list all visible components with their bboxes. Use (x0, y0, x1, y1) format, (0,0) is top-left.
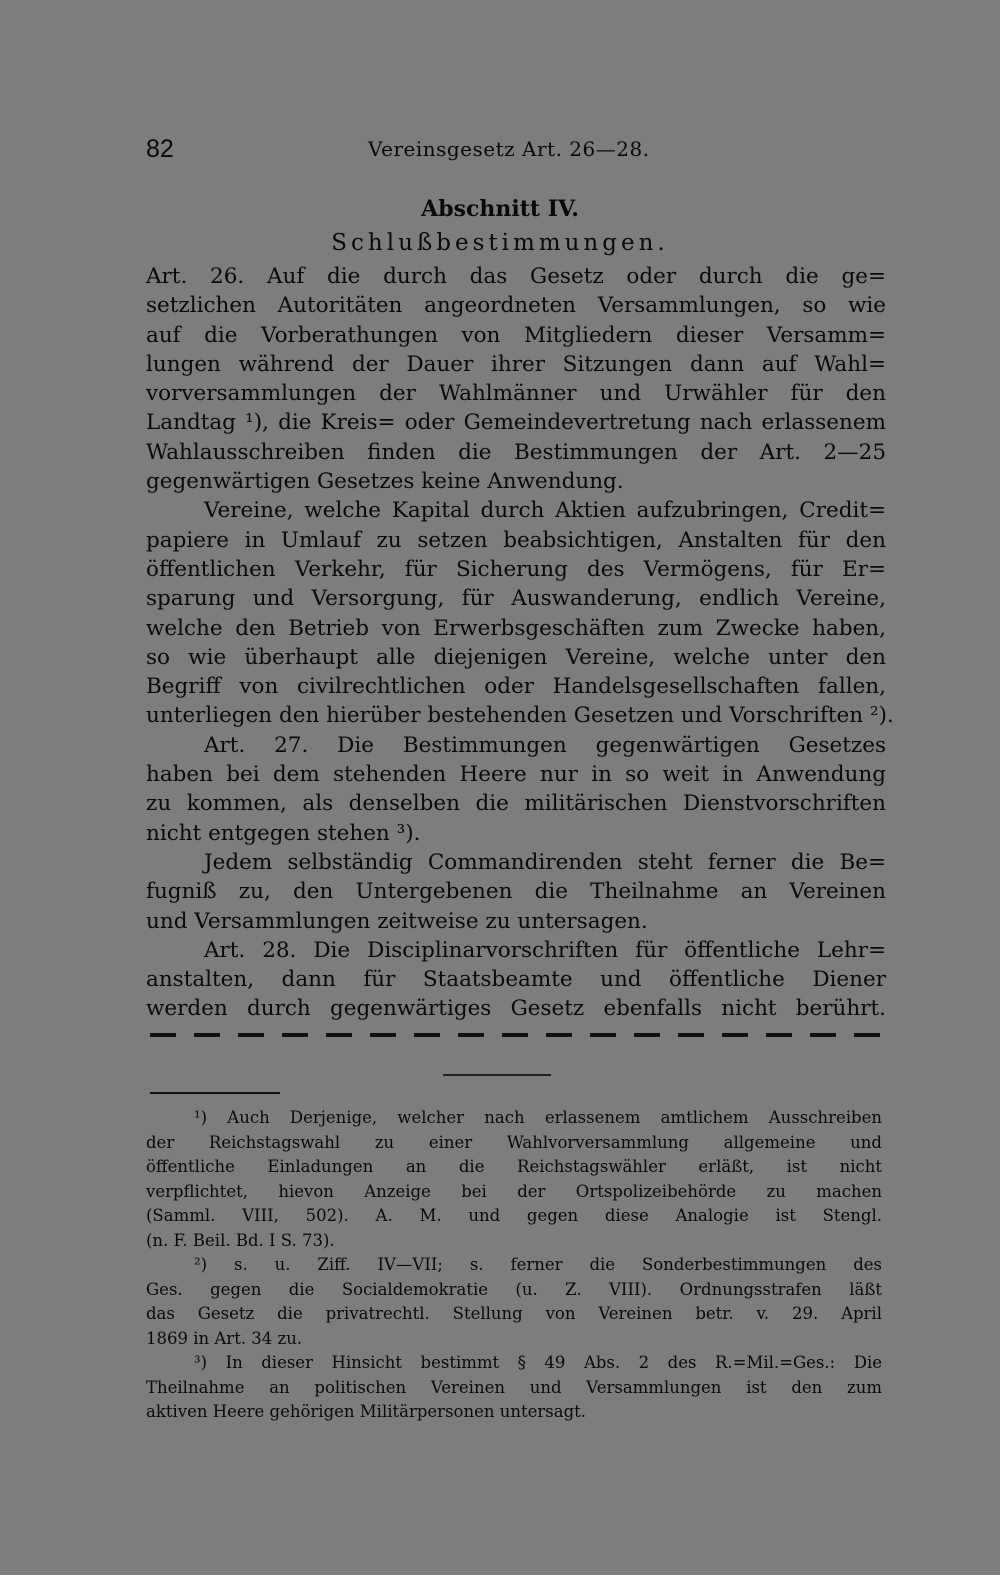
section-title: Schlußbestimmungen. (331, 230, 669, 256)
body-line: zu kommen, als denselben die militärischen Dienstvorschriften (146, 791, 886, 817)
page-header (146, 135, 886, 169)
body-line: haben bei dem stehenden Heere nur in so weit in Anwendung (146, 762, 886, 788)
body-line: nicht entgegen stehen ³). (146, 820, 421, 846)
running-head: Vereinsgesetz Art. 26—28. (368, 137, 650, 161)
footnote-line: ¹) Auch Derjenige, welcher nach erlassenem amtlichem Ausschreiben (194, 1108, 882, 1127)
body-line: auf die Vorberathungen von Mitgliedern dieser Versamm= (146, 322, 886, 348)
body-line: vorversammlungen der Wahlmänner und Urwähler für den (146, 381, 886, 407)
footnote-line: (Samml. VIII, 502). A. M. und gegen diese Analogie ist Stengl. (146, 1206, 882, 1225)
body-line: Art. 26. Auf die durch das Gesetz oder durch die ge= (146, 264, 886, 289)
footnote-line: 1869 in Art. 34 zu. (146, 1328, 303, 1348)
body-line: Jedem selbständig Commandirenden steht ferner die Be= (204, 849, 886, 875)
footnote-line: öffentliche Einladungen an die Reichstagswähler erläßt, ist nicht (146, 1157, 882, 1176)
section-label: Abschnitt IV. (421, 196, 579, 222)
footnote-line: verpflichtet, hievon Anzeige bei der Ortspolizeibehörde zu machen (146, 1181, 882, 1201)
body-line: welche den Betrieb von Erwerbsgeschäften zum Zwecke haben, (146, 615, 886, 641)
footnote-line: Theilnahme an politischen Vereinen und Versammlungen ist den zum (146, 1377, 882, 1397)
footnote-line: ³) In dieser Hinsicht bestimmt § 49 Abs. 2 des R.=Mil.=Ges.: Die (194, 1353, 882, 1372)
body-line: sparung und Versorgung, für Auswanderung, endlich Vereine, (146, 586, 886, 612)
body-line: so wie überhaupt alle diejenigen Vereine, welche unter den (146, 644, 886, 670)
footnote-line: ²) s. u. Ziff. IV—VII; s. ferner die Sonderbestimmungen des (194, 1255, 882, 1274)
footnote-line: aktiven Heere gehörigen Militärpersonen untersagt. (146, 1402, 587, 1421)
body-line: Begriff von civilrechtlichen oder Handelsgesellschaften fallen, (146, 674, 886, 700)
footnote-line: Ges. gegen die Socialdemokratie (u. Z. VIII). Ordnungsstrafen läßt (146, 1279, 882, 1299)
body-line: Art. 27. Die Bestimmungen gegenwärtigen Gesetzes (204, 732, 886, 758)
body-line: und Versammlungen zeitweise zu untersagen. (146, 908, 648, 934)
footnote-line: (n. F. Beil. Bd. I S. 73). (146, 1230, 335, 1250)
body-line: papiere in Umlauf zu setzen beabsichtigen, Anstalten für den (146, 527, 886, 553)
center-rule (443, 1074, 551, 1076)
page-number: 82 (146, 135, 174, 163)
body-line: setzlichen Autoritäten angeordneten Versammlungen, so wie (146, 293, 886, 319)
body-line: öffentlichen Verkehr, für Sicherung des Vermögens, für Er= (146, 556, 886, 582)
body-line: lungen während der Dauer ihrer Sitzungen dann auf Wahl= (146, 351, 886, 377)
body-line: anstalten, dann für Staatsbeamte und öffentliche Diener (146, 967, 886, 993)
body-line: fugniß zu, den Untergebenen die Theilnahme an Vereinen (146, 879, 886, 905)
body-line: Vereine, welche Kapital durch Aktien aufzubringen, Credit= (204, 498, 886, 524)
body-text (146, 262, 894, 1024)
footnote-rule (150, 1092, 280, 1094)
dashed-separator (150, 1033, 880, 1037)
body-line: Wahlausschreiben finden die Bestimmungen der Art. 2—25 (146, 439, 886, 465)
body-line: gegenwärtigen Gesetzes keine Anwendung. (146, 469, 624, 495)
body-line: unterliegen den hierüber bestehenden Gesetzen und Vorschriften ²). (146, 703, 894, 729)
footnote-line: der Reichstagswahl zu einer Wahlvorversammlung allgemeine und (146, 1132, 882, 1152)
body-line: Art. 28. Die Disciplinarvorschriften für öffentliche Lehr= (204, 937, 886, 963)
body-line: werden durch gegenwärtiges Gesetz ebenfalls nicht berührt. (146, 996, 886, 1022)
footnotes (146, 1106, 882, 1425)
footnote-line: das Gesetz die privatrechtl. Stellung von Vereinen betr. v. 29. April (146, 1304, 882, 1323)
body-line: Landtag ¹), die Kreis= oder Gemeindevertretung nach erlassenem (146, 410, 886, 436)
